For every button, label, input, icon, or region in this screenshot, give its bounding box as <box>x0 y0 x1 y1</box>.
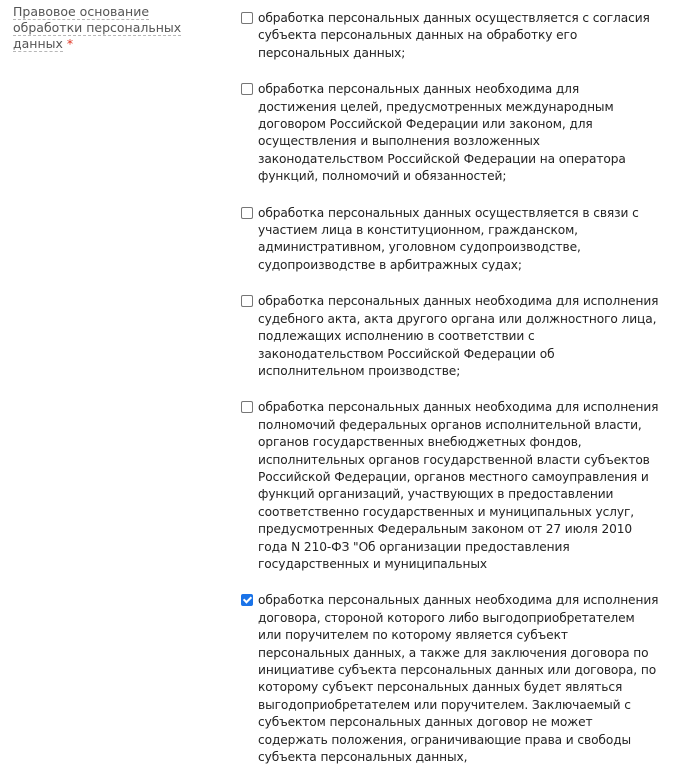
checkbox[interactable] <box>241 83 253 95</box>
field-label <box>13 4 213 52</box>
checkbox-option-international-treaty[interactable] <box>241 81 661 185</box>
checkbox-option-label: обработка персональных данных необходима для исполнения полномочий федеральных органов исполнительной власти, органов государственных внебюджетных фондов, исполнительных органов государственной власти субъектов Российской Федерации, органов местного самоуправления и функций организаций, участвующих в предоставлении соответственно государственных и муниципальных услуг, предусмотренных Федеральным законом от 27 июля 2010 года N 210-ФЗ "Об организации предоставления государственных и муниципальных <box>258 400 659 571</box>
checkbox-option-consent[interactable] <box>241 10 661 62</box>
checkbox-option-legal-proceedings[interactable] <box>241 205 661 275</box>
checkbox-option-label: обработка персональных данных необходима для исполнения судебного акта, акта другого органа или должностного лица, подлежащих исполнению в соответствии с законодательством Российской Федерации об исполнительном производстве; <box>258 294 659 378</box>
field-label-text: Правовое основание обработки персональных данных <box>13 4 182 51</box>
checkbox-option-public-services[interactable] <box>241 399 661 573</box>
checkbox[interactable] <box>241 12 253 24</box>
required-asterisk: * <box>66 36 74 51</box>
checkbox-option-label: обработка персональных данных осуществляется с согласия субъекта персональных данных на обработку его персональных данных; <box>258 11 650 60</box>
checkbox-option-contract[interactable] <box>241 592 661 766</box>
checkbox[interactable] <box>241 295 253 307</box>
checkbox-option-label: обработка персональных данных осуществляется в связи с участием лица в конституционном, гражданском, административном, уголовном судопроизводстве, судопроизводстве в арбитражных судах; <box>258 205 639 272</box>
checkbox-option-court-act[interactable] <box>241 293 661 380</box>
checkbox-option-label: обработка персональных данных необходима для исполнения договора, стороной которого либо выгодоприобретателем или поручителем по которому является субъект персональных данных, а также для заключения договора по инициативе субъекта персональных данных или договора, по которому субъект персональных данных будет являться выгодоприобретателем или поручителем. Заключаемый с субъектом персональных данных договор не может содержать положения, ограничивающие права и свободы субъекта персональных данных, <box>258 593 659 765</box>
checkbox[interactable] <box>241 207 253 219</box>
checkbox-checked[interactable] <box>241 594 253 606</box>
checkbox-option-label: обработка персональных данных необходима для достижения целей, предусмотренных международным договором Российской Федерации или законом, для осуществления и выполнения возложенных законодательством Российской Федерации на оператора функций, полномочий и обязанностей; <box>258 82 626 184</box>
checkbox[interactable] <box>241 401 253 413</box>
